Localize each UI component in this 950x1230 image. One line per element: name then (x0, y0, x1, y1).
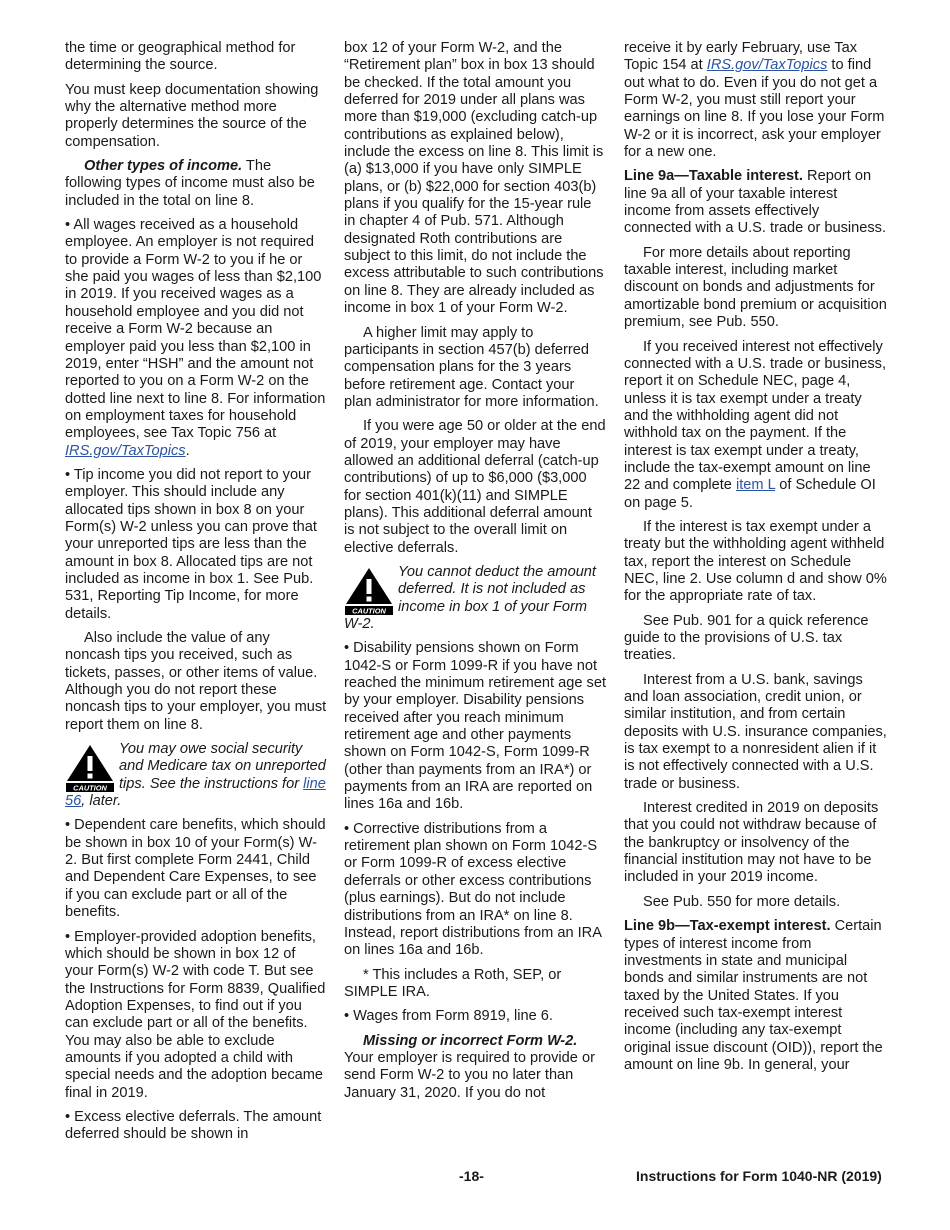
bullet-excess-deferrals: • Excess elective deferrals. The amount deferred should be shown in (65, 1108, 322, 1143)
item-l-link[interactable]: item L (735, 477, 776, 494)
bullet-text: • All wages received as a household employee. An employer is not required to provide a Form W-2 to you if he or she paid you wages of less than $2,100 in 2019. If you received wages as a household employee and you did not receive a Form W-2 because an employer paid you less than $2,100 in 2019, enter “HSH” and the amount not reported to you on a Form W-2 on the dotted line next to line 8. For information on employment taxes for household employees, see Tax Topic 756 at (65, 217, 326, 442)
bullet-disability-pensions: • Disability pensions shown on Form 1042-S or Form 1099-R if you have not reached the minimum retirement age set by your employer. Disability pensions received after you reach minimum retirement age and other payments shown on Form 1042-S, Form 1099-R (other than payments from an IRA*) or payments from an IRA are reported on lines 16a and 16b. (344, 640, 606, 813)
paragraph (65, 158, 327, 210)
paragraph: If you were age 50 or older at the end of 2019, your employer may have allowed an additional deferral (catch-up contributions) of up to $6,000 ($3,000 for section 401(k)(11) and SIMPLE plans). This additional deferral amount is not subject to the overall limit on elective deferrals. (344, 418, 606, 556)
heading-line-9b: Line 9b—Tax-exempt interest. (624, 918, 831, 935)
page-number: -18- (459, 1168, 484, 1184)
paragraph-text: If you received interest not effectively connected with a U.S. trade or business, report it on Schedule NEC, page 4, unless it is tax exempt under a treaty and the withholding agent did not withhold tax on the payment. If the interest is tax exempt under a treaty, include the tax-exempt amount on line 22 and complete (624, 338, 887, 494)
line-56-link[interactable]: line 56 (65, 775, 326, 810)
heading-line-9a: Line 9a—Taxable interest. (624, 168, 803, 185)
paragraph (624, 339, 888, 512)
paragraph: See Pub. 901 for a quick reference guide to the provisions of U.S. tax treaties. (624, 612, 869, 664)
paragraph: the time or geographical method for determining the source. (65, 40, 296, 74)
bullet-corrective-distributions: • Corrective distributions from a retirement plan shown on Form 1042-S or Form 1099-R of excess elective deferrals or other excess contributions (plus earnings). But do not include distributions from an IRA* on line 8. Instead, report distributions from an IRA on lines 16a and 16b. (344, 820, 602, 959)
subheading-other-income: Other types of income. (84, 158, 243, 175)
caution-text: You may owe social security and Medicare tax on unreported tips. See the instructions for (119, 741, 326, 792)
paragraph: box 12 of your Form W-2, and the “Retirement plan” box in box 13 should be checked. If the total amount you deferred for 2019 under all plans was more than $19,000 (excluding catch-up contributions as explained below), include the excess on line 8. This limit is (a) $13,000 if you have only SIMPLE plans, or (b) $22,000 for section 403(b) plans if you qualify for the 15-year rule in chapter 4 of Pub. 571. Although designated Roth contributions are subject to this limit, do not include the excess attributable to such contributions on line 8. They are already included as income in box 1 of your Form W-2. (344, 40, 604, 317)
irs-taxtopics-link[interactable]: IRS.gov/TaxTopics (706, 57, 828, 74)
paragraph: See Pub. 550 for more details. (643, 893, 841, 910)
paragraph: If the interest is tax exempt under a treaty but the withholding agent withheld tax, report the interest on Schedule NEC, line 2. Use column d and show 0% for the appropriate rate of tax. (624, 518, 887, 605)
column-2 (344, 40, 606, 1109)
paragraph-text: Report on line 9a all of your taxable interest income from assets effectively connected with a U.S. trade or business. (624, 168, 887, 237)
caution-label: CAUTION (73, 783, 107, 793)
section-line-9a (624, 168, 888, 237)
caution-label: CAUTION (352, 606, 386, 616)
paragraph-text: The following types of income must also be included in the total on line 8. (65, 158, 315, 209)
paragraph-text: Your employer is required to provide or send Form W-2 to you no later than January 31, 2020. If you do not (344, 1049, 595, 1101)
paragraph: Interest credited in 2019 on deposits that you could not withdraw because of the bankruptcy or insolvency of the financial institution may not have to be included in your 2019 income. (624, 800, 879, 886)
paragraph-text-end: to find out what to do. Even if you do not get a Form W-2, you must still report your earnings on line 8. If you lose your Form W-2 or it is incorrect, ask your employer for a new one. (624, 57, 885, 161)
bullet-text-end: . (185, 442, 190, 459)
caution-text-end: , later. (81, 793, 122, 810)
bullet-tip-income: • Tip income you did not report to your employer. This should include any allocated tips shown in box 8 on your Form(s) W-2 unless you can prove that your unreported tips are less than the amount in box 8. Allocated tips are not included as income in box 1. See Pub. 531, Reporting Tip Income, for more details. (65, 466, 317, 622)
subheading-missing-w2: Missing or incorrect Form W-2. (363, 1032, 578, 1049)
irs-taxtopics-link[interactable]: IRS.gov/TaxTopics (65, 442, 186, 459)
column-3 (624, 40, 888, 1081)
paragraph: A higher limit may apply to participants in section 457(b) deferred compensation plans for the 3 years before retirement age. Contact your plan administrator for more information. (344, 324, 599, 410)
column-1 (65, 40, 327, 1151)
paragraph: Interest from a U.S. bank, savings and loan association, credit union, or similar institution, and from certain deposits with U.S. insurance companies, is tax exempt to a nonresident alien if it is not effectively connected with a U.S. trade or business. (624, 671, 887, 792)
paragraph (344, 1033, 606, 1102)
section-line-9b (624, 918, 888, 1074)
bullet-adoption-benefits: • Employer-provided adoption benefits, which should be shown in box 12 of your Form(s) W-2 with code T. But see the Instructions for Form 8839, Qualified Adoption Expenses, to find out if you can exclude part or all of the benefits. You may also be able to exclude amounts if you adopted a child with special needs and the adoption became final in 2019. (65, 928, 326, 1101)
caution-note (65, 741, 327, 810)
paragraph: Also include the value of any noncash tips you received, such as tickets, passes, or other items of value. Although you do not report these noncash tips to your employer, you must report them on line 8. (65, 630, 327, 733)
paragraph-text: Certain types of interest income from investments in state and municipal bonds and similar instruments are not taxed by the United States. If you received such tax-exempt interest income (including any tax-exempt original issue discount (OID)), report the amount on line 9b. In general, your (624, 918, 883, 1073)
footer-form-title: Instructions for Form 1040-NR (2019) (636, 1168, 882, 1184)
paragraph: For more details about reporting taxable interest, including market discount on bonds and adjustments for amortizable bond premium or acquisition premium, see Pub. 550. (624, 244, 887, 331)
caution-icon (344, 566, 394, 616)
caution-note (344, 564, 606, 633)
paragraph: You must keep documentation showing why the alternative method more properly determines the source of the compensation. (65, 81, 319, 150)
caution-text: You cannot deduct the amount deferred. It is not included as income in box 1 of your Form W-2. (344, 563, 596, 632)
paragraph-text: receive it by early February, use Tax Topic 154 at (624, 40, 858, 74)
paragraph (624, 40, 888, 161)
footnote: * This includes a Roth, SEP, or SIMPLE IRA. (344, 966, 562, 1000)
paragraph-text-end: of Schedule OI on page 5. (624, 477, 876, 511)
bullet-form-8919-wages: • Wages from Form 8919, line 6. (344, 1008, 553, 1025)
bullet-dependent-care: • Dependent care benefits, which should be shown in box 10 of your Form(s) W-2. But first complete Form 2441, Child and Dependent Care Expenses, to see if you can exclude part or all of the benefits. (65, 817, 326, 921)
caution-icon (65, 743, 115, 793)
bullet-household-wages (65, 217, 327, 460)
